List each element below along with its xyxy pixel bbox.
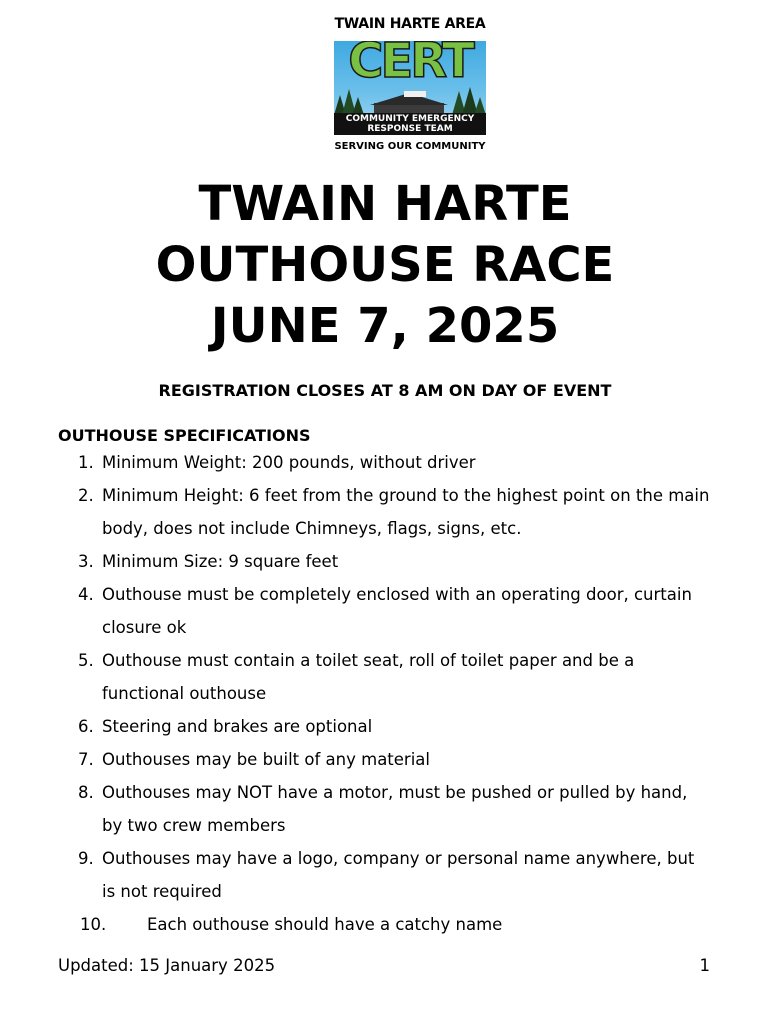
page-number: 1 bbox=[699, 956, 710, 975]
title-line-1: TWAIN HARTE bbox=[198, 176, 572, 232]
registration-note: REGISTRATION CLOSES AT 8 AM ON DAY OF EVENT bbox=[158, 381, 612, 400]
updated-date: Updated: 15 January 2025 bbox=[58, 956, 276, 975]
list-item: 1. Minimum Weight: 200 pounds, without driver bbox=[78, 453, 476, 472]
list-item: 5. Outhouse must contain a toilet seat, roll of toilet paper and be a functional outhouse bbox=[78, 651, 635, 703]
logo-top-text: TWAIN HARTE AREA bbox=[334, 16, 486, 32]
page-title bbox=[0, 174, 770, 357]
logo-band-line1: COMMUNITY EMERGENCY bbox=[345, 114, 475, 124]
logo-trees-icon bbox=[334, 85, 486, 115]
title-line-3: JUNE 7, 2025 bbox=[210, 298, 560, 354]
logo-band bbox=[334, 113, 486, 135]
logo-main-text: CERT bbox=[348, 41, 472, 89]
list-item: 8. Outhouses may NOT have a motor, must be pushed or pulled by hand, by two crew members bbox=[78, 783, 688, 835]
list-item: 6. Steering and brakes are optional bbox=[78, 717, 373, 736]
list-item: 4. Outhouse must be completely enclosed with an operating door, curtain closure ok bbox=[78, 585, 692, 637]
list-item: 10. Each outhouse should have a catchy name bbox=[80, 915, 503, 934]
list-item: 2. Minimum Height: 6 feet from the ground to the highest point on the main body, does not include Chimneys, flags, signs, etc. bbox=[78, 486, 710, 538]
logo-bottom-text: SERVING OUR COMMUNITY bbox=[334, 141, 486, 152]
list-item: 3. Minimum Size: 9 square feet bbox=[78, 552, 339, 571]
list-item: 9. Outhouses may have a logo, company or personal name anywhere, but is not required bbox=[78, 849, 695, 901]
specifications-list bbox=[0, 446, 770, 941]
logo-graphic bbox=[334, 41, 486, 135]
title-line-2: OUTHOUSE RACE bbox=[155, 237, 615, 293]
specifications-heading: OUTHOUSE SPECIFICATIONS bbox=[58, 426, 311, 445]
logo-band-line2: RESPONSE TEAM bbox=[367, 124, 453, 134]
list-item: 7. Outhouses may be built of any material bbox=[78, 750, 430, 769]
cert-logo bbox=[330, 16, 490, 158]
